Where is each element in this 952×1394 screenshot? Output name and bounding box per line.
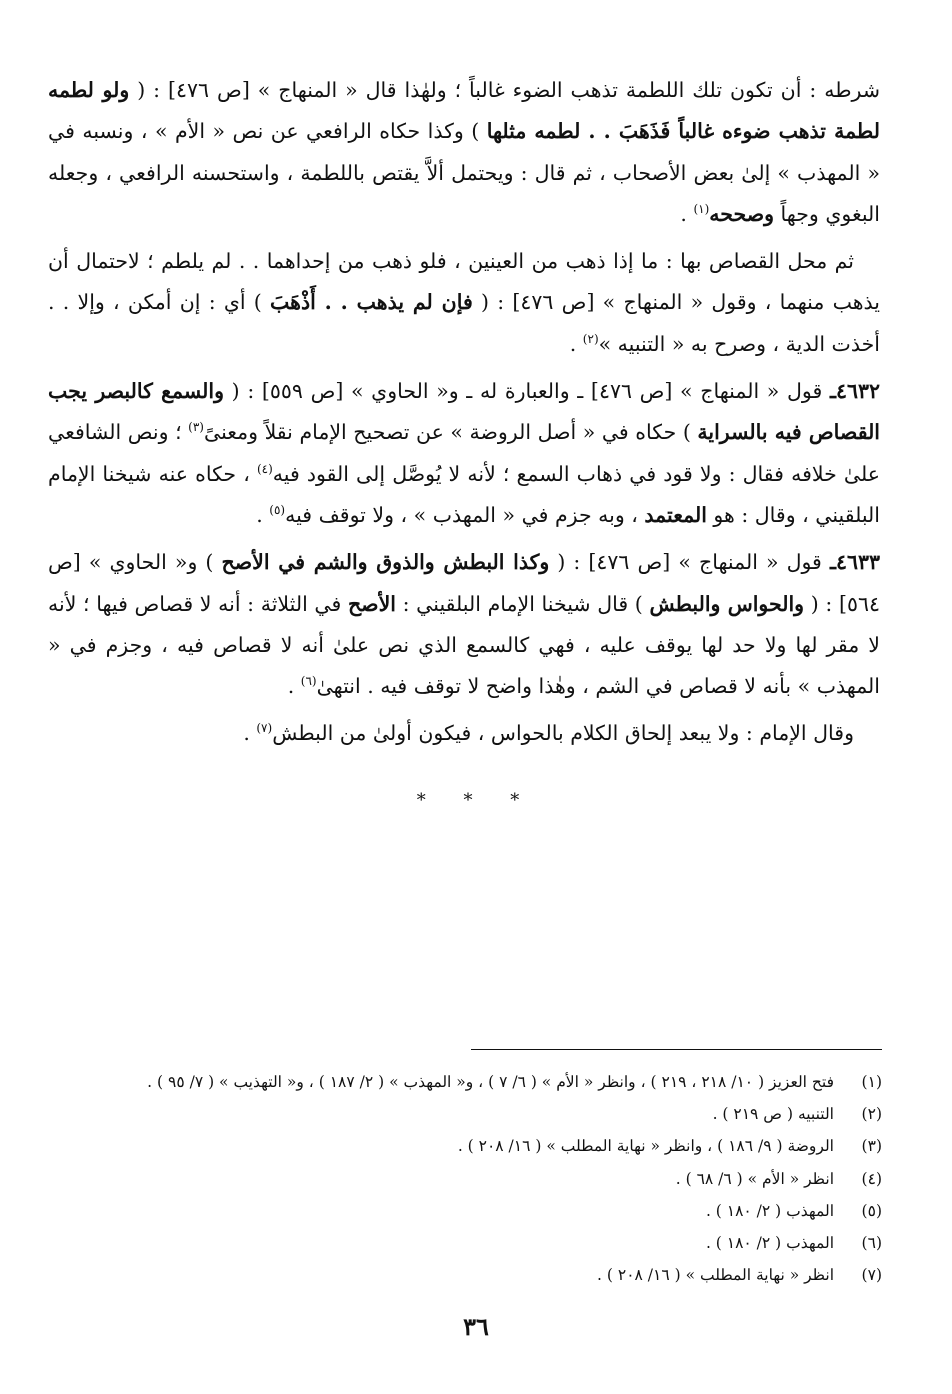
bold-quote: الأصح — [347, 591, 396, 616]
footnote-divider — [471, 1049, 882, 1050]
paragraph — [48, 241, 880, 365]
text-run: في الثلاثة : أنه لا قصاص فيها ؛ لأنه لا مقر لها ولا حد لها يوقف عليه ، فهي كالسمع الذي نص علىٰ أنه لا قصاص فيه ، وجزم في « المهذب » بأنه لا قصاص في الشم ، وهٰذا واضح لا توقف فيه . انتهىٰ — [48, 591, 880, 699]
footnotes — [122, 1066, 882, 1291]
bold-quote: وكذا البطش والذوق والشم في الأصح — [221, 550, 550, 575]
text-run: ) أي : إن أمكن ، وإلا . . أخذت الدية ، وصرح به « التنبيه » — [48, 290, 880, 356]
paragraph — [48, 542, 880, 707]
text-run: . — [256, 502, 270, 527]
footnote-ref: (٥) — [269, 503, 286, 518]
footnote-ref: (٦) — [300, 674, 317, 689]
bold-quote: فإن لم يذهب . . أَذْهَبَ — [270, 290, 473, 315]
footnote-number: (٥) — [861, 1201, 882, 1220]
footnote-ref: (٧) — [256, 721, 273, 736]
footnote-text: التنبيه ( ص ٢١٩ ) . — [712, 1105, 834, 1124]
footnote-item — [122, 1130, 882, 1162]
text-run: ، وبه جزم في « المهذب » ، ولا توقف فيه — [285, 502, 645, 527]
text-run: ) وكذا حكاه الرافعي عن نص « الأم » ، ونسبه في « المهذب » إلىٰ بعض الأصحاب ، ثم قال : ويحتمل ألاَّ يقتص باللطمة ، واستحسنه الرافعي ، وجعله البغوي وجهاً — [48, 119, 880, 226]
footnote-item — [122, 1227, 882, 1259]
footnote-text: المهذب ( ٢/ ١٨٠ ) . — [705, 1201, 834, 1220]
bold-quote: والسمع كالبصر يجب القصاص فيه بالسراية — [48, 379, 881, 445]
footnote-text: المهذب ( ٢/ ١٨٠ ) . — [705, 1234, 834, 1253]
text-run: ) حكاه في « أصل الروضة » عن تصحيح الإمام نقلاً ومعنىً — [203, 420, 698, 445]
text-run: . — [287, 674, 301, 699]
main-text — [48, 70, 880, 761]
text-run: وقال الإمام : ولا يبعد إلحاق الكلام بالحواس ، فيكون أولىٰ من البطش — [272, 721, 854, 746]
footnote-item — [122, 1195, 882, 1227]
footnote-number: (٧) — [861, 1266, 882, 1285]
text-run: ) و« الحاوي » [ص ٥٦٤] : ( — [48, 550, 880, 616]
paragraph — [48, 371, 880, 536]
footnote-ref: (٣) — [188, 420, 204, 435]
text-run: قول « المنهاج » [ص ٤٧٦] ـ والعبارة له ـ و« الحاوي » [ص ٥٥٩] : ( — [224, 379, 830, 404]
text-run: ) قال شيخنا الإمام البلقيني : — [395, 591, 650, 616]
text-run: . — [569, 331, 583, 356]
text-run: قول « المنهاج » [ص ٤٧٦] : ( — [549, 550, 830, 575]
footnote-number: (٣) — [861, 1137, 882, 1156]
footnote-number: (١) — [861, 1073, 882, 1091]
text-run: . — [243, 721, 257, 746]
footnote-number: (٤) — [861, 1169, 882, 1188]
bold-quote: ٤٦٣٢ـ — [829, 379, 880, 404]
text-run: ، حكاه عنه شيخنا الإمام البلقيني ، وقال : هو — [48, 461, 880, 527]
bold-quote: والحواس والبطش — [649, 591, 805, 616]
section-separator: * * * — [416, 790, 536, 811]
text-run: ؛ ونص الشافعي علىٰ خلافه فقال : ولا قود في ذهاب السمع ؛ لأنه لا يُوصَّل إلى القود فيه — [48, 420, 881, 486]
footnote-text: انظر « نهاية المطلب » ( ١٦/ ٢٠٨ ) . — [597, 1266, 834, 1285]
footnote-item — [122, 1163, 882, 1195]
footnote-text: فتح العزيز ( ١٠/ ٢١٨ ، ٢١٩ ) ، وانظر « الأم » ( ٦/ ٧ ) ، و« المهذب » ( ٢/ ١٨٧ ) ، و« التهذيب » ( ٧/ ٩٥ ) . — [147, 1073, 834, 1091]
footnote-ref: (٢) — [582, 331, 599, 346]
footnote-text: الروضة ( ٩/ ١٨٦ ) ، وانظر « نهاية المطلب » ( ١٦/ ٢٠٨ ) . — [457, 1137, 834, 1156]
page-number: ٣٦ — [463, 1312, 489, 1341]
text-run: شرطه : أن تكون تلك اللطمة تذهب الضوء غالباً ؛ ولهٰذا قال « المنهاج » [ص ٤٧٦] : ( — [129, 78, 881, 102]
paragraph — [48, 70, 880, 235]
footnote-item — [122, 1098, 882, 1130]
footnote-number: (٢) — [861, 1105, 882, 1124]
bold-quote: المعتمد — [644, 502, 707, 527]
footnote-item — [122, 1259, 882, 1291]
footnote-number: (٦) — [861, 1234, 882, 1253]
footnote-text: انظر « الأم » ( ٦/ ٦٨ ) . — [675, 1169, 834, 1188]
footnote-ref: (١) — [693, 202, 710, 217]
bold-quote: ولو لطمه لطمة تذهب ضوءه غالباً فَذَهَبَ . . لطمه مثلها — [48, 78, 880, 144]
bold-quote: ٤٦٣٣ـ — [829, 550, 880, 575]
footnote-ref: (٤) — [256, 461, 273, 476]
text-run: ثم محل القصاص بها : ما إذا ذهب من العينين ، فلو ذهب من إحداهما . . لم يلطم ؛ لاحتمال أن يذهب منهما ، وقول « المنهاج » [ص ٤٧٦] : ( — [48, 249, 880, 315]
text-run: . — [680, 201, 694, 226]
paragraph — [48, 713, 880, 754]
bold-quote: وصححه — [709, 201, 775, 226]
footnote-item — [122, 1066, 882, 1098]
